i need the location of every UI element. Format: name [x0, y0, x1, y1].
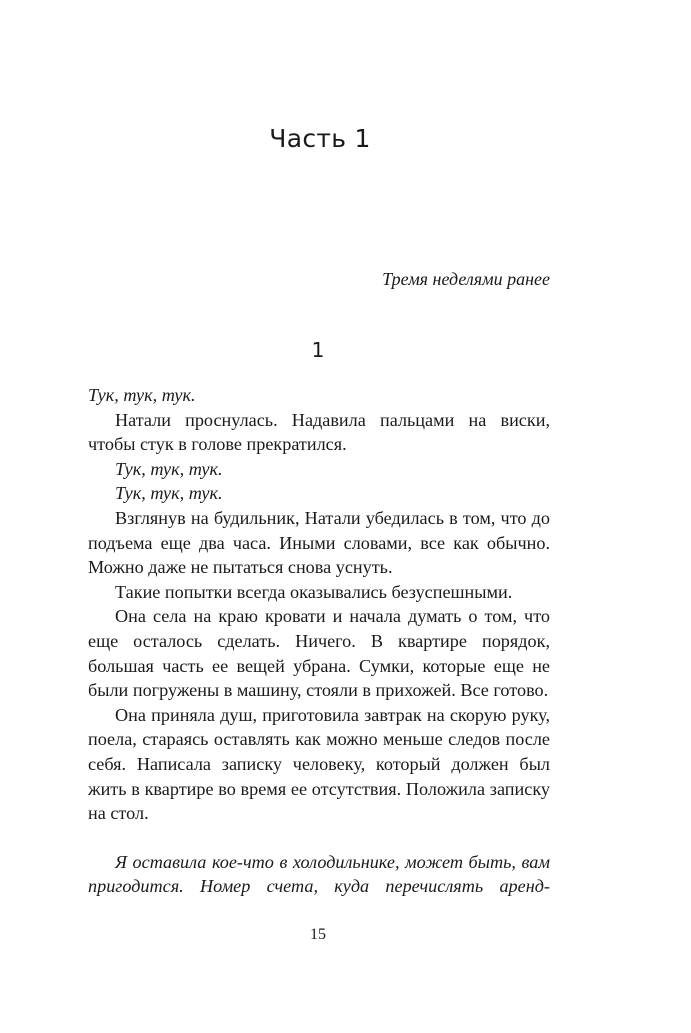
paragraph: Тук, тук, тук. — [115, 483, 223, 504]
epigraph: Тремя неделями ранее — [382, 269, 550, 289]
paragraph: Тук, тук, тук. — [115, 458, 223, 479]
paragraph: Такие попытки всегда оказывались безуспешными. — [115, 581, 513, 602]
paragraph: Она села на краю кровати и начала думать о том, что еще осталось сделать. Ничего. В квартире порядок, большая часть ее вещей убрана. Сумки, которые еще не были погружены в машину, стояли в прихожей. Все готово. — [88, 606, 550, 701]
chapter-number: 1 — [311, 338, 325, 362]
part-title: Часть 1 — [269, 124, 371, 153]
page-number: 15 — [310, 926, 326, 943]
paragraph: Тук, тук, тук. — [88, 385, 196, 405]
paragraph: Она приняла душ, приготовила завтрак на скорую руку, поела, стараясь оставлять как можно меньше следов после себя. Написала записку человеку, который должен был жить в квартире во время ее отсутствия. Положила записку на стол. — [88, 704, 550, 824]
paragraph: Я оставила кое-что в холодильнике, может быть, вам пригодится. Номер счета, куда перечислять аренд- — [88, 851, 550, 897]
paragraph: Взглянув на будильник, Натали убедилась в том, что до подъема еще два часа. Иными словами, все как обычно. Можно даже не пытаться снова уснуть. — [88, 507, 550, 578]
paragraph: Натали проснулась. Надавила пальцами на виски, чтобы стук в голове прекратился. — [88, 409, 550, 455]
body-text — [88, 383, 550, 899]
